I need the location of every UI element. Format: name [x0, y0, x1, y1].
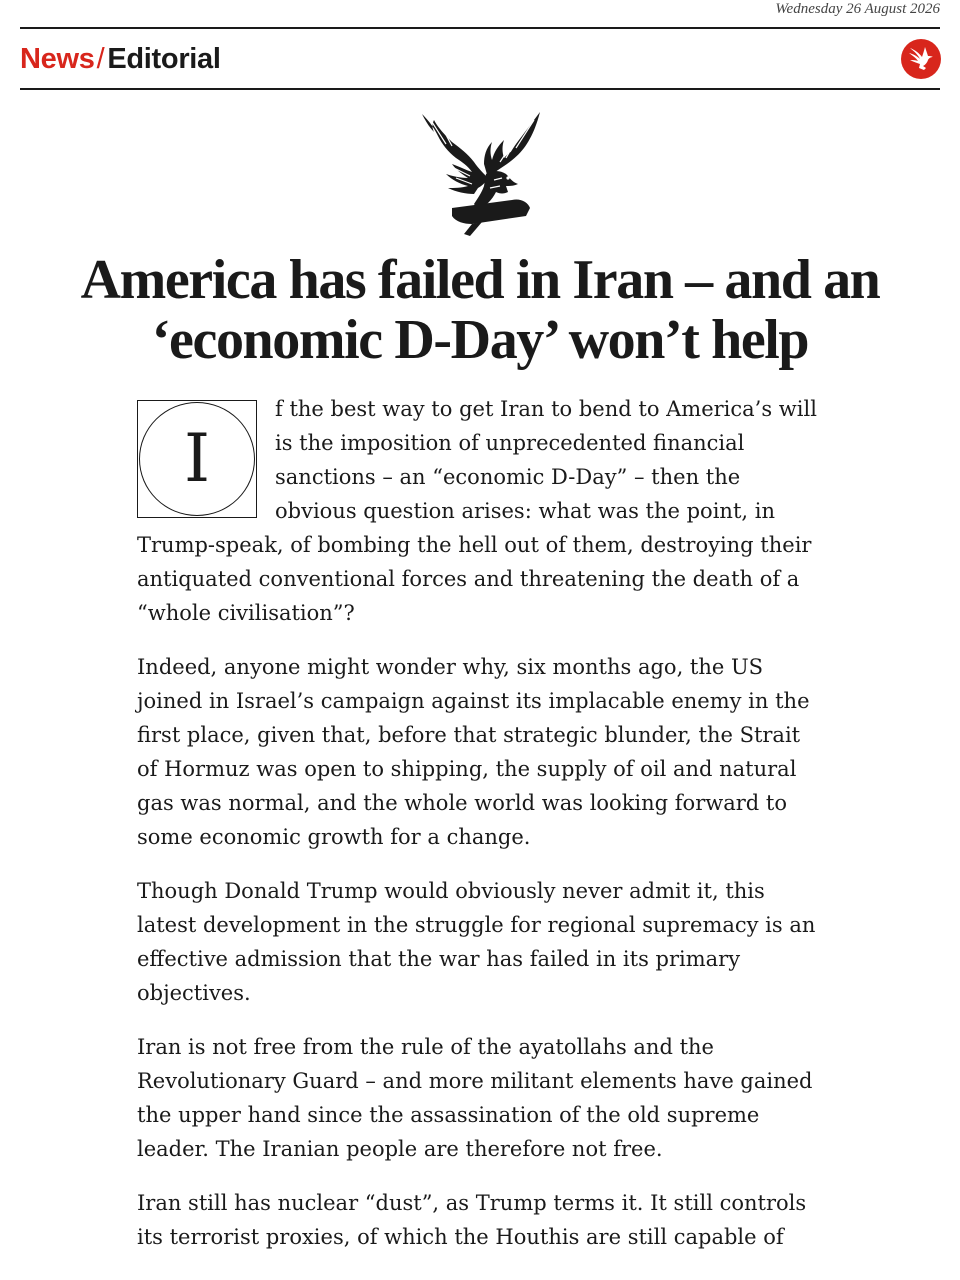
- article-paragraph: Indeed, anyone might wonder why, six months ago, the US joined in Israel’s campaign against its implacable enemy in the first place, given that, before that strategic blunder, the Strait of Hormuz was open to shipping, the supply of oil and natural gas was normal, and the whole world was looking forward to some economic growth for a change.: [137, 655, 810, 849]
- publication-date: Wednesday 26 August 2026: [775, 1, 940, 17]
- section-breadcrumb: [20, 43, 221, 76]
- article-paragraph-text: f the best way to get Iran to bend to America’s will is the imposition of unprecedented financial sanctions – an “economic D-Day” – then the obvious question arises: what was the point, in Trump-speak, of bombing the hell out of them, destroying their antiquated conventional forces and threatening the death of a “whole civilisation”?: [137, 397, 817, 625]
- article-body: [137, 392, 817, 1274]
- article-paragraph: [137, 392, 817, 630]
- eagle-icon: [412, 108, 548, 238]
- eagle-icon[interactable]: [901, 39, 941, 79]
- drop-cap: [137, 400, 257, 518]
- article-paragraph: Iran still has nuclear “dust”, as Trump terms it. It still controls its terrorist proxies, of which the Houthis are still capable of: [137, 1191, 807, 1249]
- eagle-badge-glyph: [907, 46, 935, 72]
- section-news-link[interactable]: News: [20, 42, 95, 75]
- article-paragraph: Iran is not free from the rule of the ayatollahs and the Revolutionary Guard – and more militant elements have gained the upper hand since the assassination of the old supreme leader. The Iranian people are therefore not free.: [137, 1035, 813, 1161]
- section-bar: [20, 38, 940, 80]
- section-editorial-link[interactable]: Editorial: [107, 42, 221, 75]
- article-paragraph: Though Donald Trump would obviously never admit it, this latest development in the struggle for regional supremacy is an effective admission that the war has failed in its primary objectives.: [137, 879, 816, 1005]
- drop-cap-letter: I: [183, 420, 211, 497]
- header-bottom-rule: [20, 88, 940, 90]
- header-top-rule: [20, 27, 940, 29]
- breadcrumb-separator: /: [96, 42, 105, 75]
- article-headline: America has failed in Iran – and an ‘economic D-Day’ won’t help: [80, 249, 880, 371]
- drop-cap-ornament: [139, 402, 255, 516]
